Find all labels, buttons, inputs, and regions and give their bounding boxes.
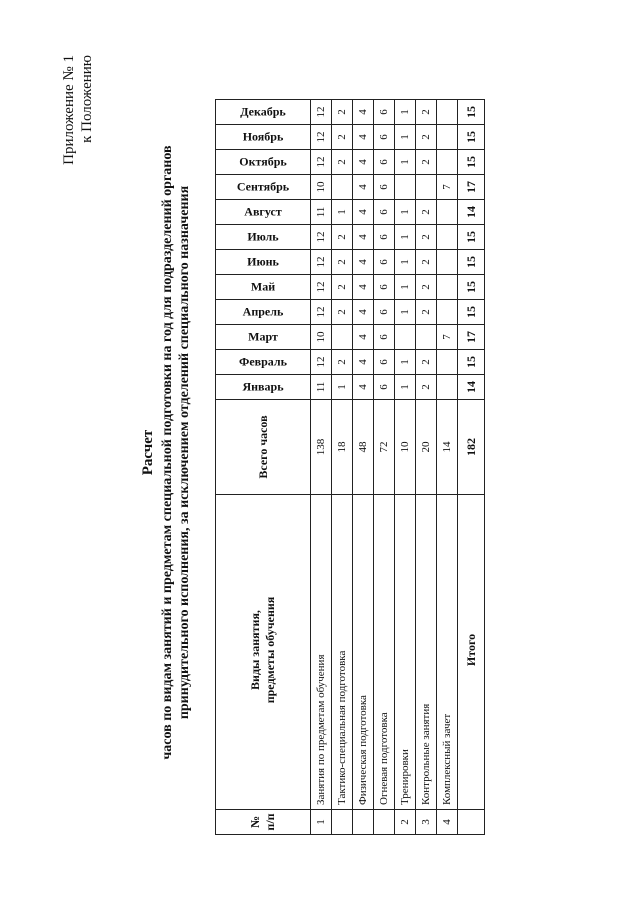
total-month-cell: 17 (458, 175, 485, 200)
row-num (332, 810, 353, 835)
month-cell: 2 (416, 375, 437, 400)
month-cell: 2 (332, 100, 353, 125)
month-cell: 2 (416, 275, 437, 300)
month-cell: 1 (395, 350, 416, 375)
header-month: Июнь (216, 250, 311, 275)
month-cell (395, 175, 416, 200)
row-num: 3 (416, 810, 437, 835)
row-num: 4 (437, 810, 458, 835)
month-cell: 6 (374, 325, 395, 350)
title-line-1: Расчет (140, 429, 156, 476)
row-total: 48 (353, 400, 374, 495)
title-line-3: принудительного исполнения, за исключением отделений специального назначения (177, 185, 192, 720)
month-cell: 1 (332, 200, 353, 225)
month-cell: 12 (311, 225, 332, 250)
header-month: Январь (216, 375, 311, 400)
month-cell (437, 375, 458, 400)
month-cell: 2 (416, 200, 437, 225)
total-month-cell: 17 (458, 325, 485, 350)
month-cell: 2 (416, 300, 437, 325)
table-row (374, 100, 395, 835)
month-cell: 11 (311, 200, 332, 225)
row-total: 138 (311, 400, 332, 495)
title-line-2: часов по видам занятий и предметам специальной подготовки на год для подразделений органов (160, 145, 175, 760)
month-cell: 1 (332, 375, 353, 400)
month-cell: 2 (332, 300, 353, 325)
month-cell: 12 (311, 100, 332, 125)
month-cell: 2 (332, 125, 353, 150)
month-cell (395, 325, 416, 350)
header-month: Февраль (216, 350, 311, 375)
row-kind: Физическая подготовка (353, 495, 374, 810)
month-cell: 4 (353, 300, 374, 325)
row-num: 1 (311, 810, 332, 835)
month-cell: 2 (332, 225, 353, 250)
total-month-cell: 15 (458, 225, 485, 250)
header-month: Апрель (216, 300, 311, 325)
appendix-line-2: к Положению (79, 55, 95, 143)
total-month-cell: 15 (458, 300, 485, 325)
month-cell: 2 (332, 150, 353, 175)
month-cell: 6 (374, 375, 395, 400)
header-month: Март (216, 325, 311, 350)
table-row (311, 100, 332, 835)
month-cell: 4 (353, 325, 374, 350)
month-cell: 4 (353, 125, 374, 150)
month-cell (437, 300, 458, 325)
header-month: Май (216, 275, 311, 300)
month-cell: 2 (416, 225, 437, 250)
month-cell: 1 (395, 200, 416, 225)
month-cell: 6 (374, 350, 395, 375)
month-cell: 12 (311, 275, 332, 300)
header-month: Август (216, 200, 311, 225)
table-row (332, 100, 353, 835)
month-cell (416, 175, 437, 200)
month-cell: 6 (374, 175, 395, 200)
header-kind-line-2: предметы обучения (263, 596, 277, 704)
total-month-cell: 15 (458, 100, 485, 125)
table-row (353, 100, 374, 835)
appendix-note (60, 55, 96, 165)
month-cell: 10 (311, 175, 332, 200)
month-cell (332, 175, 353, 200)
month-cell (437, 125, 458, 150)
appendix-line-1: Приложение № 1 (61, 55, 77, 165)
month-cell: 11 (311, 375, 332, 400)
month-cell: 10 (311, 325, 332, 350)
header-kind-line-1: Виды занятия, (248, 610, 262, 690)
month-cell: 6 (374, 225, 395, 250)
document-title (140, 60, 193, 845)
month-cell (437, 250, 458, 275)
month-cell: 6 (374, 150, 395, 175)
total-month-cell: 15 (458, 150, 485, 175)
month-cell: 7 (437, 175, 458, 200)
total-month-cell: 15 (458, 250, 485, 275)
month-cell: 4 (353, 275, 374, 300)
month-cell (437, 275, 458, 300)
month-cell: 6 (374, 100, 395, 125)
header-kind (216, 495, 311, 810)
month-cell: 1 (395, 225, 416, 250)
header-month: Июль (216, 225, 311, 250)
month-cell: 2 (332, 350, 353, 375)
month-cell: 2 (332, 250, 353, 275)
header-month: Ноябрь (216, 125, 311, 150)
total-row-total: 182 (458, 400, 485, 495)
header-month: Октябрь (216, 150, 311, 175)
month-cell: 4 (353, 100, 374, 125)
month-cell (437, 200, 458, 225)
row-total: 14 (437, 400, 458, 495)
month-cell: 2 (416, 100, 437, 125)
row-kind: Занятия по предметам обучения (311, 495, 332, 810)
row-kind: Тактико-специальная подготовка (332, 495, 353, 810)
month-cell (332, 325, 353, 350)
month-cell: 12 (311, 250, 332, 275)
month-cell: 6 (374, 250, 395, 275)
month-cell: 6 (374, 200, 395, 225)
month-cell: 12 (311, 300, 332, 325)
month-cell: 1 (395, 300, 416, 325)
table-row (395, 100, 416, 835)
month-cell: 12 (311, 125, 332, 150)
month-cell: 4 (353, 350, 374, 375)
month-cell (437, 100, 458, 125)
row-total: 20 (416, 400, 437, 495)
month-cell: 1 (395, 250, 416, 275)
month-cell: 12 (311, 150, 332, 175)
month-cell: 1 (395, 100, 416, 125)
month-cell (437, 225, 458, 250)
total-month-cell: 14 (458, 200, 485, 225)
month-cell: 4 (353, 200, 374, 225)
header-num: № п/п (216, 810, 311, 835)
table-row (437, 100, 458, 835)
header-total: Всего часов (216, 400, 311, 495)
month-cell: 2 (332, 275, 353, 300)
row-total: 10 (395, 400, 416, 495)
month-cell: 1 (395, 125, 416, 150)
month-cell: 1 (395, 375, 416, 400)
header-month: Декабрь (216, 100, 311, 125)
month-cell: 2 (416, 250, 437, 275)
row-kind: Комплексный зачет (437, 495, 458, 810)
month-cell: 4 (353, 225, 374, 250)
month-cell: 1 (395, 150, 416, 175)
row-num (353, 810, 374, 835)
row-total: 72 (374, 400, 395, 495)
row-kind: Контрольные занятия (416, 495, 437, 810)
row-num (374, 810, 395, 835)
total-month-cell: 15 (458, 350, 485, 375)
month-cell: 12 (311, 350, 332, 375)
total-row-num (458, 810, 485, 835)
month-cell (437, 150, 458, 175)
month-cell (416, 325, 437, 350)
row-kind: Огневая подготовка (374, 495, 395, 810)
total-month-cell: 14 (458, 375, 485, 400)
month-cell: 2 (416, 125, 437, 150)
table-total-row (458, 100, 485, 835)
month-cell: 4 (353, 375, 374, 400)
month-cell (437, 350, 458, 375)
month-cell: 4 (353, 175, 374, 200)
total-row-label: Итого (458, 495, 485, 810)
month-cell: 4 (353, 150, 374, 175)
header-month: Сентябрь (216, 175, 311, 200)
table-row (416, 100, 437, 835)
month-cell: 6 (374, 125, 395, 150)
month-cell: 2 (416, 150, 437, 175)
month-cell: 6 (374, 275, 395, 300)
month-cell: 4 (353, 250, 374, 275)
hours-table (215, 99, 485, 835)
row-kind: Тренировки (395, 495, 416, 810)
month-cell: 2 (416, 350, 437, 375)
total-month-cell: 15 (458, 275, 485, 300)
month-cell: 1 (395, 275, 416, 300)
row-total: 18 (332, 400, 353, 495)
total-month-cell: 15 (458, 125, 485, 150)
row-num: 2 (395, 810, 416, 835)
month-cell: 7 (437, 325, 458, 350)
month-cell: 6 (374, 300, 395, 325)
table-header-row (216, 100, 311, 835)
